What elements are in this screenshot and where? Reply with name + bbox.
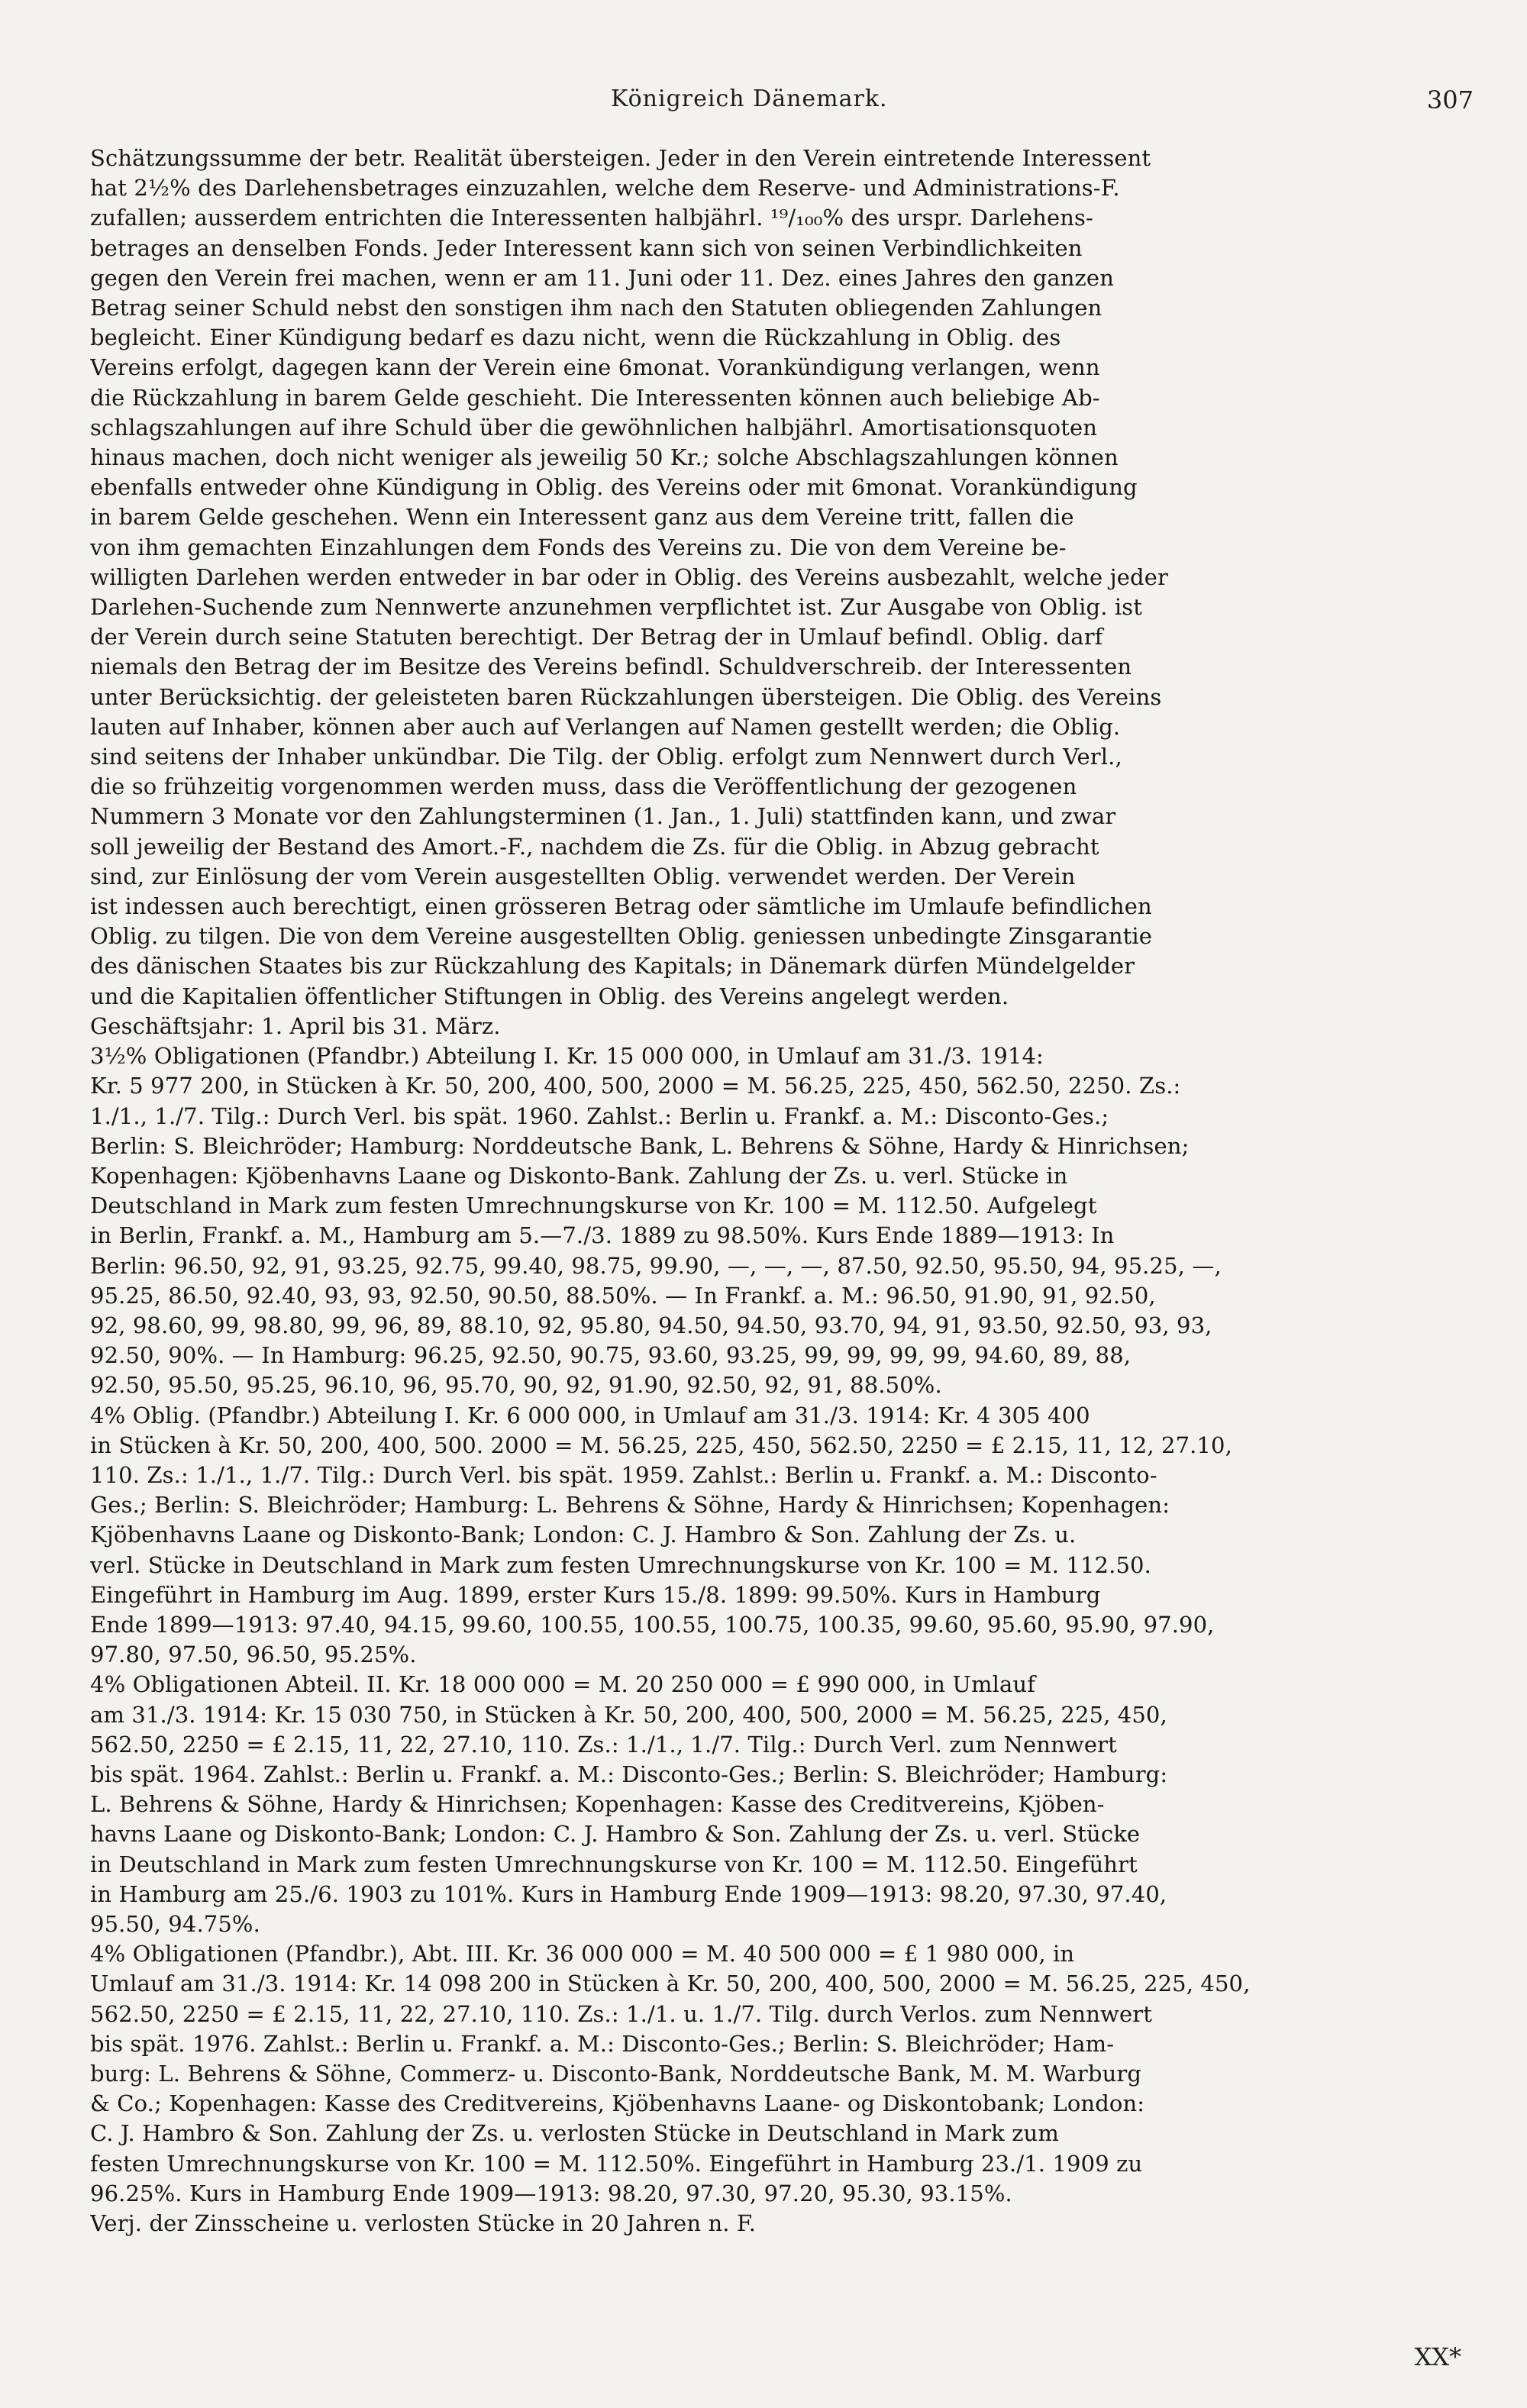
text-line: am 31./3. 1914: Kr. 15 030 750, in Stücken à Kr. 50, 200, 400, 500, 2000 = M. 56.25, 225, 450, <box>90 1701 1167 1728</box>
text-line: hat 2½% des Darlehensbetrages einzuzahlen, welche dem Reserve- und Administrations-F. <box>90 175 1120 202</box>
text-line: ist indessen auch berechtigt, einen grösseren Betrag oder sämtliche im Umlaufe befindlichen <box>90 893 1152 920</box>
text-line: 97.80, 97.50, 96.50, 95.25%. <box>90 1641 417 1668</box>
text-line: 4% Obligationen Abteil. II. Kr. 18 000 000 = M. 20 250 000 = £ 990 000, in Umlauf <box>90 1671 1036 1698</box>
running-header <box>0 86 1527 124</box>
text-line: Vereins erfolgt, dagegen kann der Verein eine 6monat. Vorankündigung verlangen, wenn <box>90 354 1100 381</box>
text-line: gegen den Verein frei machen, wenn er am 11. Juni oder 11. Dez. eines Jahres den ganzen <box>90 264 1114 291</box>
text-line: Eingeführt in Hamburg im Aug. 1899, erster Kurs 15./8. 1899: 99.50%. Kurs in Hamburg <box>90 1581 1101 1608</box>
text-line: hinaus machen, doch nicht weniger als jeweilig 50 Kr.; solche Abschlagszahlungen können <box>90 444 1119 471</box>
text-line: burg: L. Behrens & Söhne, Commerz- u. Disconto-Bank, Norddeutsche Bank, M. M. Warburg <box>90 2061 1142 2087</box>
text-line: bis spät. 1964. Zahlst.: Berlin u. Frankf. a. M.: Disconto-Ges.; Berlin: S. Bleichröder; Hamburg: <box>90 1761 1168 1787</box>
text-line: die so frühzeitig vorgenommen werden muss, dass die Veröffentlichung der gezogenen <box>90 773 1077 800</box>
text-line: Kjöbenhavns Laane og Diskonto-Bank; London: C. J. Hambro & Son. Zahlung der Zs. u. <box>90 1522 1077 1548</box>
body-text <box>90 144 1457 2239</box>
text-line: Umlauf am 31./3. 1914: Kr. 14 098 200 in Stücken à Kr. 50, 200, 400, 500, 2000 = M. 56.25, 225, 450, <box>90 1971 1251 1997</box>
text-line: sind, zur Einlösung der vom Verein ausgestellten Oblig. verwendet werden. Der Verein <box>90 863 1076 889</box>
text-line: betrages an denselben Fonds. Jeder Interessent kann sich von seinen Verbindlichkeiten <box>90 234 1083 261</box>
text-line: in barem Gelde geschehen. Wenn ein Interessent ganz aus dem Vereine tritt, fallen die <box>90 504 1074 531</box>
text-line: begleicht. Einer Kündigung bedarf es dazu nicht, wenn die Rückzahlung in Oblig. des <box>90 324 1061 351</box>
text-line: in Hamburg am 25./6. 1903 zu 101%. Kurs in Hamburg Ende 1909—1913: 98.20, 97.30, 97.40, <box>90 1880 1167 1907</box>
text-line: unter Berücksichtig. der geleisteten baren Rückzahlungen übersteigen. Die Oblig. des Vereins <box>90 683 1162 710</box>
text-line: Schätzungssumme der betr. Realität übersteigen. Jeder in den Verein eintretende Interessent <box>90 145 1151 171</box>
text-line: Deutschland in Mark zum festen Umrechnungskurse von Kr. 100 = M. 112.50. Aufgelegt <box>90 1193 1097 1219</box>
text-line: zufallen; ausserdem entrichten die Interessenten halbjährl. ¹⁹/₁₀₀% des urspr. Darlehens- <box>90 205 1093 231</box>
text-line: bis spät. 1976. Zahlst.: Berlin u. Frankf. a. M.: Disconto-Ges.; Berlin: S. Bleichröder; Ham- <box>90 2030 1115 2057</box>
text-line: niemals den Betrag der im Besitze des Vereins befindl. Schuldverschreib. der Interessenten <box>90 654 1132 680</box>
text-line: in Berlin, Frankf. a. M., Hamburg am 5.—7./3. 1889 zu 98.50%. Kurs Ende 1889—1913: In <box>90 1222 1115 1249</box>
text-line: 4% Oblig. (Pfandbr.) Abteilung I. Kr. 6 000 000, in Umlauf am 31./3. 1914: Kr. 4 305 400 <box>90 1402 1090 1428</box>
text-line: 92, 98.60, 99, 98.80, 99, 96, 89, 88.10, 92, 95.80, 94.50, 94.50, 93.70, 94, 91, 93.50, 92.50, 93, 93, <box>90 1312 1212 1338</box>
text-line: C. J. Hambro & Son. Zahlung der Zs. u. verlosten Stücke in Deutschland in Mark zum <box>90 2120 1059 2147</box>
text-line: und die Kapitalien öffentlicher Stiftungen in Oblig. des Vereins angelegt werden. <box>90 983 1009 1009</box>
text-line: ebenfalls entweder ohne Kündigung in Oblig. des Vereins oder mit 6monat. Vorankündigung <box>90 474 1138 501</box>
text-line: havns Laane og Diskonto-Bank; London: C. J. Hambro & Son. Zahlung der Zs. u. verl. Stücke <box>90 1821 1141 1848</box>
text-line: lauten auf Inhaber, können aber auch auf Verlangen auf Namen gestellt werden; die Oblig. <box>90 713 1121 740</box>
text-line: in Stücken à Kr. 50, 200, 400, 500. 2000 = M. 56.25, 225, 450, 562.50, 2250 = £ 2.15, 11, 12, 27.10, <box>90 1432 1232 1458</box>
text-line: von ihm gemachten Einzahlungen dem Fonds des Vereins zu. Die von dem Vereine be- <box>90 534 1067 560</box>
page-number: 307 <box>1426 86 1474 115</box>
text-line: Oblig. zu tilgen. Die von dem Vereine ausgestellten Oblig. geniessen unbedingte Zinsgarantie <box>90 923 1153 950</box>
text-line: die Rückzahlung in barem Gelde geschieht. Die Interessenten können auch beliebige Ab- <box>90 384 1100 411</box>
text-line: Berlin: S. Bleichröder; Hamburg: Norddeutsche Bank, L. Behrens & Söhne, Hardy & Hinrichsen; <box>90 1132 1190 1159</box>
text-line: 96.25%. Kurs in Hamburg Ende 1909—1913: 98.20, 97.30, 97.20, 95.30, 93.15%. <box>90 2180 1012 2206</box>
text-line: & Co.; Kopenhagen: Kasse des Creditvereins, Kjöbenhavns Laane- og Diskontobank; London: <box>90 2090 1145 2117</box>
text-line: 562.50, 2250 = £ 2.15, 11, 22, 27.10, 110. Zs.: 1./1. u. 1./7. Tilg. durch Verlos. zum Nennwert <box>90 2000 1153 2027</box>
text-line: 110. Zs.: 1./1., 1./7. Tilg.: Durch Verl. bis spät. 1959. Zahlst.: Berlin u. Frankf. a. M.: Disconto- <box>90 1461 1157 1488</box>
text-line: Nummern 3 Monate vor den Zahlungsterminen (1. Jan., 1. Juli) stattfinden kann, und zwar <box>90 803 1116 830</box>
text-line: Darlehen-Suchende zum Nennwerte anzunehmen verpflichtet ist. Zur Ausgabe von Oblig. ist <box>90 594 1143 621</box>
text-line: Kopenhagen: Kjöbenhavns Laane og Diskonto-Bank. Zahlung der Zs. u. verl. Stücke in <box>90 1162 1068 1189</box>
text-line: 3½% Obligationen (Pfandbr.) Abteilung I. Kr. 15 000 000, in Umlauf am 31./3. 1914: <box>90 1043 1044 1070</box>
text-line: Ges.; Berlin: S. Bleichröder; Hamburg: L. Behrens & Söhne, Hardy & Hinrichsen; Kopenhagen: <box>90 1492 1170 1519</box>
text-line: L. Behrens & Söhne, Hardy & Hinrichsen; Kopenhagen: Kasse des Creditvereins, Kjöben- <box>90 1791 1105 1818</box>
text-line: 1./1., 1./7. Tilg.: Durch Verl. bis spät. 1960. Zahlst.: Berlin u. Frankf. a. M.: Disconto-Ges.; <box>90 1102 1109 1129</box>
text-line: soll jeweilig der Bestand des Amort.-F., nachdem die Zs. für die Oblig. in Abzug gebracht <box>90 833 1099 860</box>
text-line: 95.25, 86.50, 92.40, 93, 93, 92.50, 90.50, 88.50%. — In Frankf. a. M.: 96.50, 91.90, 91, 92.50, <box>90 1282 1156 1309</box>
text-line: 562.50, 2250 = £ 2.15, 11, 22, 27.10, 110. Zs.: 1./1., 1./7. Tilg.: Durch Verl. zum Nennwert <box>90 1731 1117 1758</box>
text-line: willigten Darlehen werden entweder in bar oder in Oblig. des Vereins ausbezahlt, welche jeder <box>90 563 1168 590</box>
text-line: Verj. der Zinsscheine u. verlosten Stücke in 20 Jahren n. F. <box>90 2210 757 2237</box>
text-line: verl. Stücke in Deutschland in Mark zum festen Umrechnungskurse von Kr. 100 = M. 112.50. <box>90 1551 1151 1578</box>
text-line: Ende 1899—1913: 97.40, 94.15, 99.60, 100.55, 100.55, 100.75, 100.35, 99.60, 95.60, 95.90, 97.90, <box>90 1611 1215 1638</box>
text-line: Betrag seiner Schuld nebst den sonstigen ihm nach den Statuten obliegenden Zahlungen <box>90 295 1102 321</box>
text-line: 95.50, 94.75%. <box>90 1910 260 1937</box>
text-line: 92.50, 95.50, 95.25, 96.10, 96, 95.70, 90, 92, 91.90, 92.50, 92, 91, 88.50%. <box>90 1372 942 1399</box>
text-line: des dänischen Staates bis zur Rückzahlung des Kapitals; in Dänemark dürfen Mündelgelder <box>90 953 1135 980</box>
header-title: Königreich Dänemark. <box>611 86 888 112</box>
text-line: festen Umrechnungskurse von Kr. 100 = M. 112.50%. Eingeführt in Hamburg 23./1. 1909 zu <box>90 2150 1143 2177</box>
signature-mark: XX* <box>1414 2342 1461 2371</box>
text-line: schlagszahlungen auf ihre Schuld über die gewöhnlichen halbjährl. Amortisationsquoten <box>90 414 1098 441</box>
text-line: 4% Obligationen (Pfandbr.), Abt. III. Kr. 36 000 000 = M. 40 500 000 = £ 1 980 000, in <box>90 1941 1075 1967</box>
text-line: sind seitens der Inhaber unkündbar. Die Tilg. der Oblig. erfolgt zum Nennwert durch Verl., <box>90 744 1122 770</box>
text-line: Berlin: 96.50, 92, 91, 93.25, 92.75, 99.40, 98.75, 99.90, —, —, —, 87.50, 92.50, 95.50, 94, 95.25, —, <box>90 1252 1222 1279</box>
text-line: Kr. 5 977 200, in Stücken à Kr. 50, 200, 400, 500, 2000 = M. 56.25, 225, 450, 562.50, 2250. Zs.: <box>90 1073 1181 1099</box>
text-line: in Deutschland in Mark zum festen Umrechnungskurse von Kr. 100 = M. 112.50. Eingeführt <box>90 1851 1138 1877</box>
text-line: der Verein durch seine Statuten berechtigt. Der Betrag der in Umlauf befindl. Oblig. darf <box>90 624 1103 650</box>
text-line: Geschäftsjahr: 1. April bis 31. März. <box>90 1012 501 1039</box>
text-line: 92.50, 90%. — In Hamburg: 96.25, 92.50, 90.75, 93.60, 93.25, 99, 99, 99, 99, 94.60, 89, 88, <box>90 1342 1132 1369</box>
